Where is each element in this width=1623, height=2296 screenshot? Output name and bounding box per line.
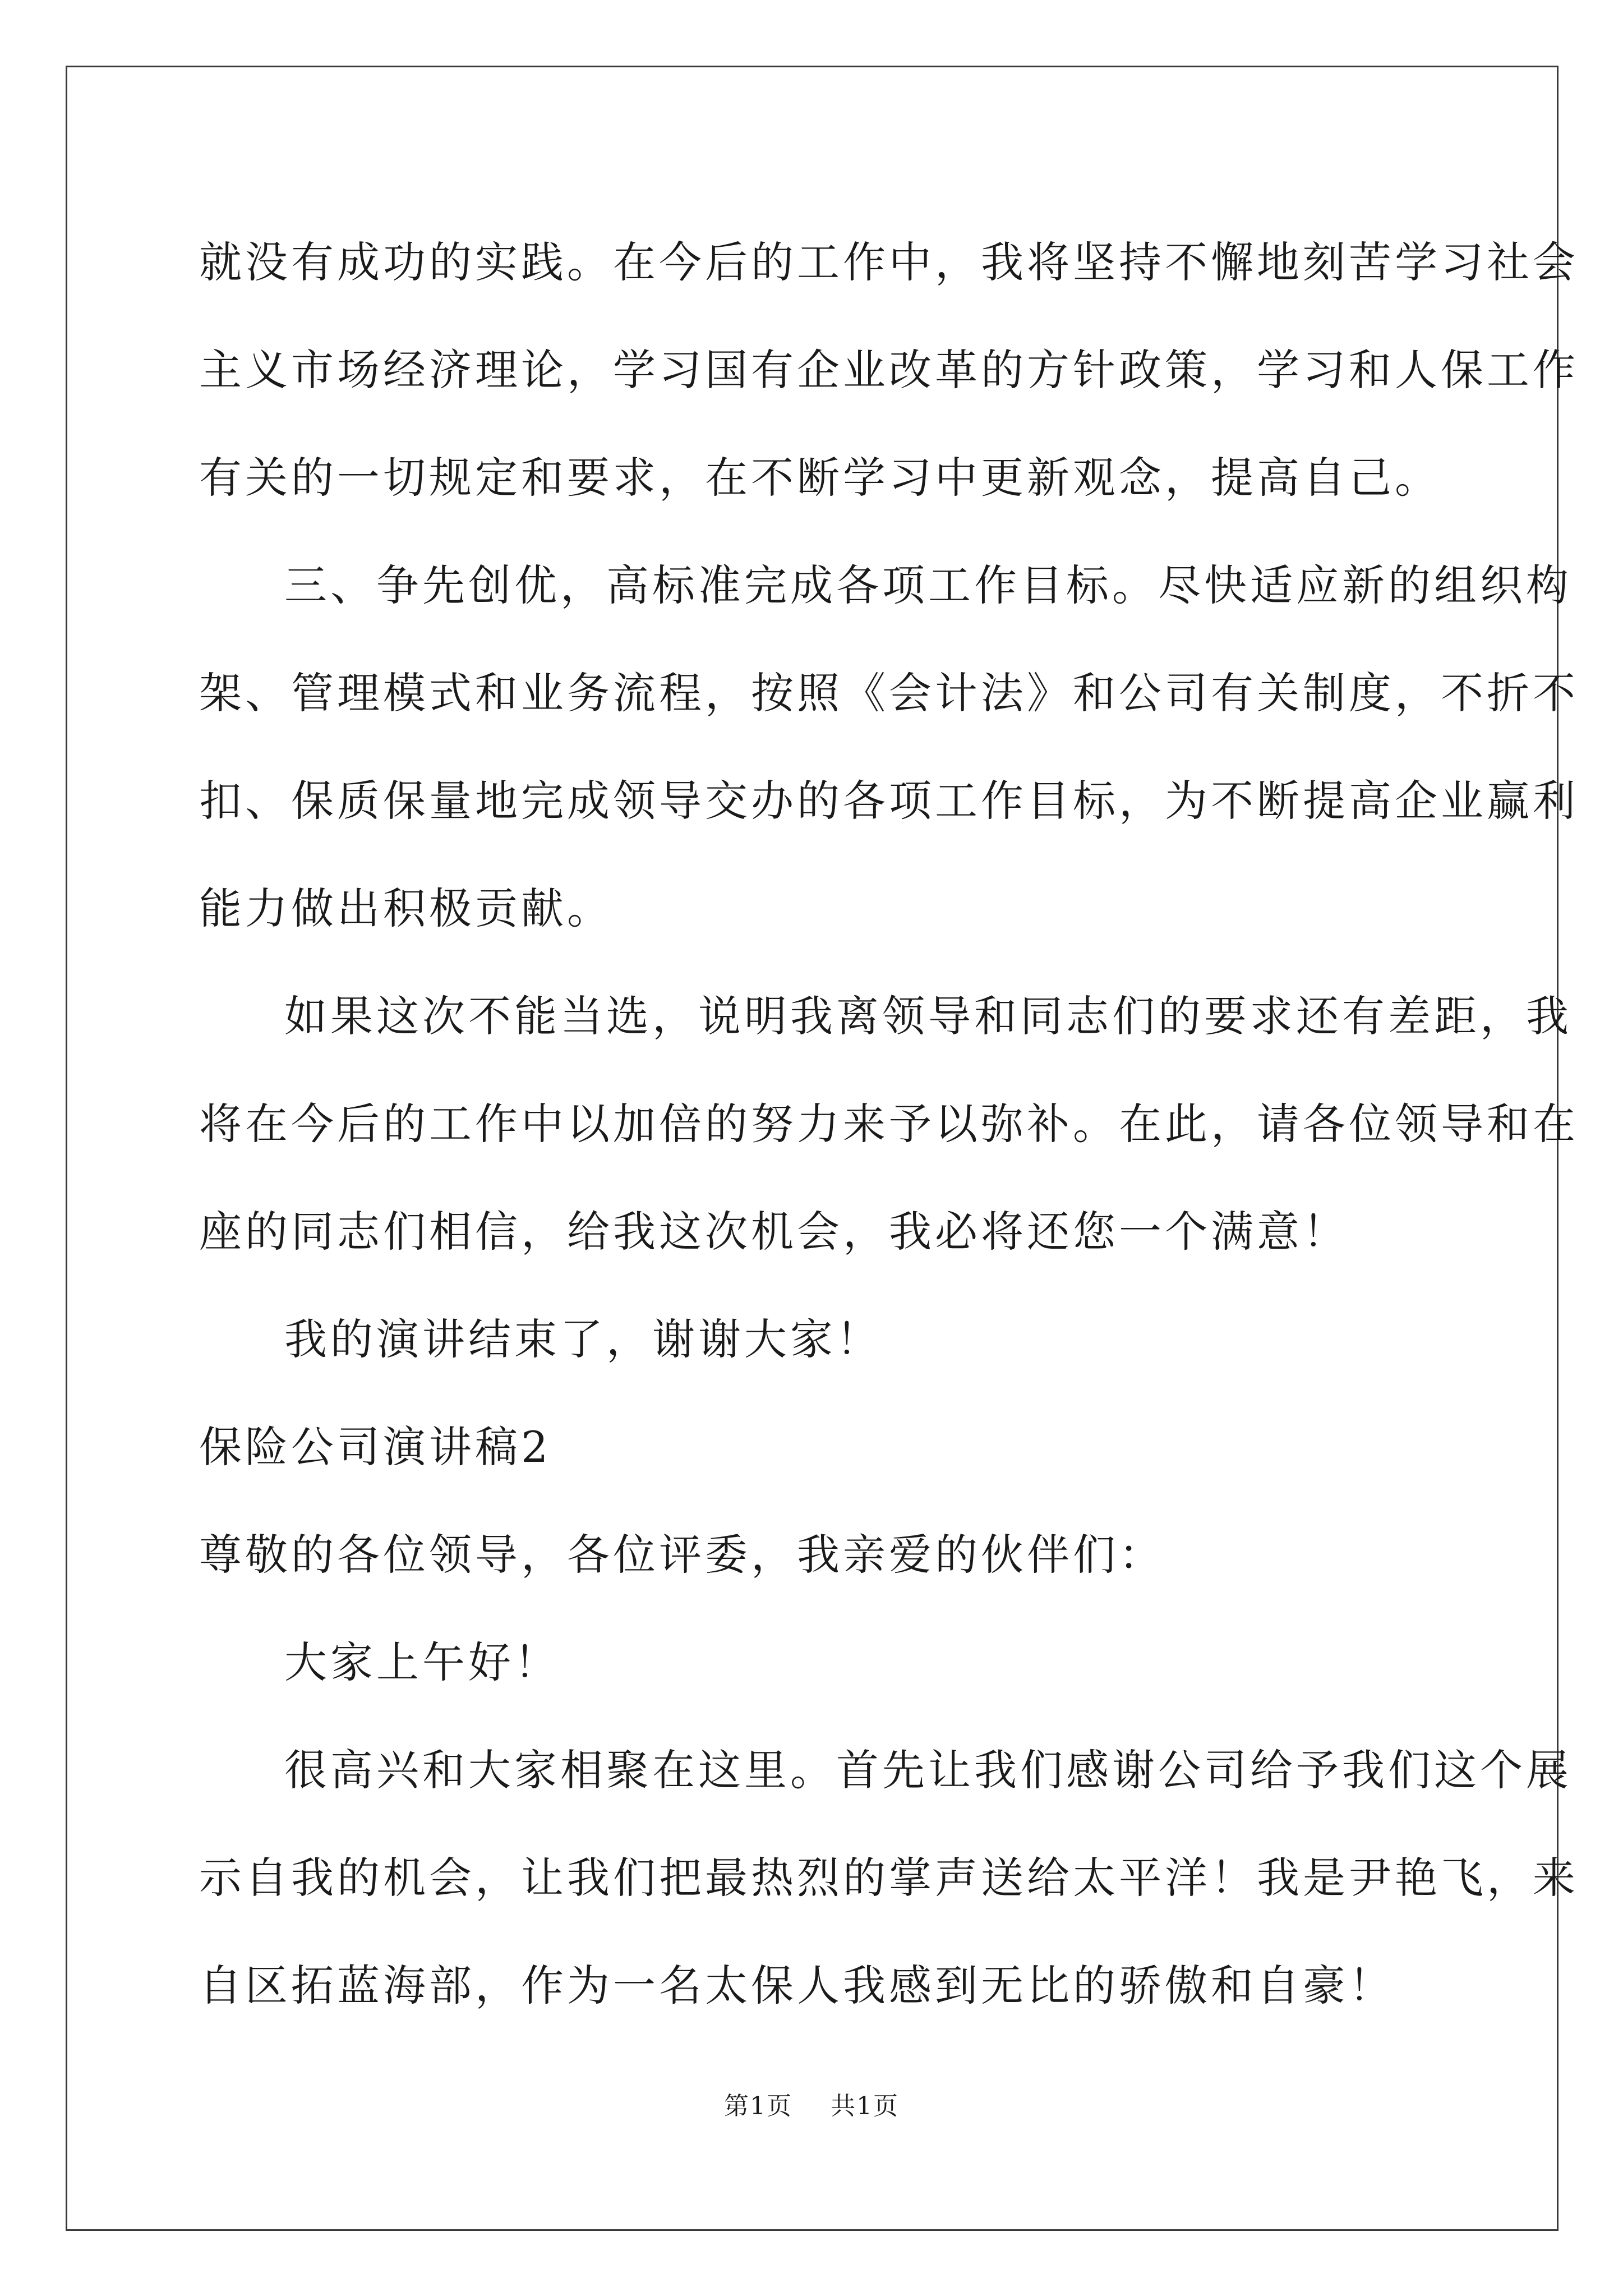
text-line: 如果这次不能当选，说明我离领导和同志们的要求还有差距，我 xyxy=(284,991,1572,1041)
text-line: 就没有成功的实践。在今后的工作中，我将坚持不懈地刻苦学习社会 xyxy=(199,237,1579,287)
text-line: 三、争先创优，高标准完成各项工作目标。尽快适应新的组织构 xyxy=(284,560,1572,610)
greeting: 大家上午好！ xyxy=(284,1637,560,1687)
text-line: 很高兴和大家相聚在这里。首先让我们感谢公司给予我们这个展 xyxy=(284,1745,1572,1795)
page-footer xyxy=(0,2086,1623,2122)
text-line: 我的演讲结束了，谢谢大家！ xyxy=(284,1314,882,1364)
text-line: 能力做出积极贡献。 xyxy=(199,884,613,933)
text-line: 有关的一切规定和要求，在不断学习中更新观念，提高自己。 xyxy=(199,453,1441,503)
document-body xyxy=(199,209,1579,2040)
page-number: 第1页 xyxy=(724,2092,792,2120)
text-line: 自区拓蓝海部，作为一名太保人我感到无比的骄傲和自豪！ xyxy=(199,1961,1395,2010)
text-line: 将在今后的工作中以加倍的努力来予以弥补。在此，请各位领导和在 xyxy=(199,1099,1579,1149)
text-line: 主义市场经济理论，学习国有企业改革的方针政策，学习和人保工作 xyxy=(199,345,1579,395)
page-total: 共1页 xyxy=(831,2092,899,2120)
text-line: 座的同志们相信，给我这次机会，我必将还您一个满意！ xyxy=(199,1207,1349,1257)
text-line: 扣、保质保量地完成领导交办的各项工作目标，为不断提高企业赢利 xyxy=(199,776,1579,826)
text-line: 架、管理模式和业务流程，按照《会计法》和公司有关制度，不折不 xyxy=(199,668,1579,718)
salutation: 尊敬的各位领导，各位评委，我亲爱的伙伴们： xyxy=(199,1530,1165,1580)
section-heading: 保险公司演讲稿2 xyxy=(199,1422,552,1472)
text-line: 示自我的机会，让我们把最热烈的掌声送给太平洋！我是尹艳飞，来 xyxy=(199,1853,1579,1903)
